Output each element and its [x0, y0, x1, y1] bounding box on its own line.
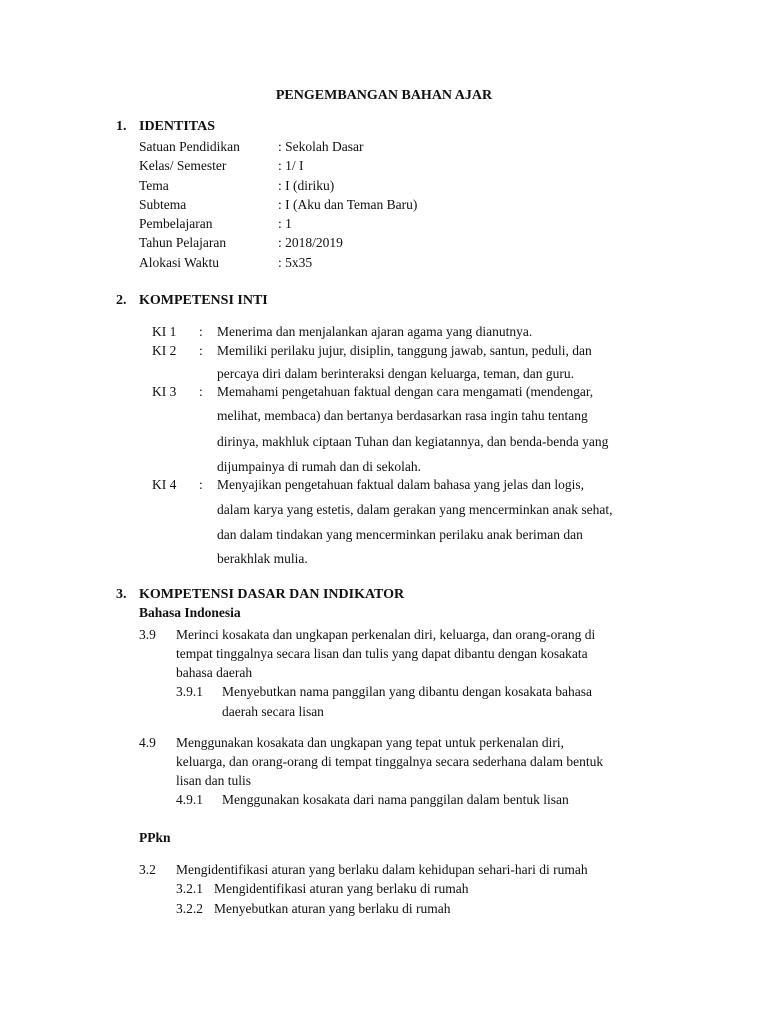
ki-text: berakhlak mulia.	[217, 551, 308, 566]
indicator-text: daerah secara lisan	[222, 704, 324, 719]
identitas-value: : 1/ I	[278, 158, 304, 173]
identitas-label: Tahun Pelajaran	[139, 235, 227, 250]
kd-text: Menggunakan kosakata dan ungkapan yang tepat untuk perkenalan diri,	[176, 735, 564, 750]
kd-text: Mengidentifikasi aturan yang berlaku dalam kehidupan sehari-hari di rumah	[176, 862, 588, 877]
page-title: PENGEMBANGAN BAHAN AJAR	[275, 88, 493, 103]
ki-text: melihat, membaca) dan bertanya berdasarkan rasa ingin tahu tentang	[217, 408, 588, 423]
ki-text: dirinya, makhluk ciptaan Tuhan dan kegiatannya, dan benda-benda yang	[217, 434, 609, 449]
kd-text: lisan dan tulis	[176, 773, 251, 788]
ki-code: KI 3	[152, 384, 177, 399]
kd-text: bahasa daerah	[176, 665, 253, 680]
ki-text: dan dalam tindakan yang mencerminkan perilaku anak beriman dan	[217, 527, 583, 542]
kd-text: Merinci kosakata dan ungkapan perkenalan diri, keluarga, dan orang-orang di	[176, 627, 596, 642]
indicator-code: 4.9.1	[176, 792, 203, 807]
identitas-label: Alokasi Waktu	[139, 255, 220, 270]
indicator-text: Menyebutkan nama panggilan yang dibantu dengan kosakata bahasa	[222, 684, 593, 699]
subject-ppkn: PPkn	[139, 830, 171, 845]
kd-code: 3.9	[139, 627, 156, 642]
identitas-label: Satuan Pendidikan	[139, 139, 240, 154]
identitas-value: : I (Aku dan Teman Baru)	[278, 197, 418, 212]
kd-code: 4.9	[139, 735, 156, 750]
indicator-text: Menggunakan kosakata dari nama panggilan dalam bentuk lisan	[222, 792, 569, 807]
section-title: IDENTITAS	[139, 119, 215, 134]
ki-code: KI 4	[152, 477, 177, 492]
ki-text: Menyajikan pengetahuan faktual dalam bahasa yang jelas dan logis,	[217, 477, 584, 492]
identitas-label: Pembelajaran	[139, 216, 213, 231]
ki-code: KI 1	[152, 324, 177, 339]
kd-code: 3.2	[139, 862, 156, 877]
identitas-label: Tema	[139, 178, 169, 193]
ki-text: dalam karya yang estetis, dalam gerakan yang mencerminkan anak sehat,	[217, 502, 613, 517]
identitas-value: : 5x35	[278, 255, 313, 270]
indicator-code: 3.2.1	[176, 881, 203, 896]
ki-colon: :	[199, 324, 203, 339]
section-number: 2.	[116, 293, 127, 308]
ki-text: percaya diri dalam berinteraksi dengan keluarga, teman, dan guru.	[217, 366, 574, 381]
indicator-text: Mengidentifikasi aturan yang berlaku di rumah	[214, 881, 469, 896]
subject-bahasa-indonesia: Bahasa Indonesia	[139, 605, 241, 620]
identitas-value: : 1	[278, 216, 292, 231]
section-title: KOMPETENSI DASAR DAN INDIKATOR	[139, 587, 405, 602]
identitas-value: : Sekolah Dasar	[278, 139, 364, 154]
kd-text: tempat tinggalnya secara lisan dan tulis yang dapat dibantu dengan kosakata	[176, 646, 588, 661]
identitas-label: Kelas/ Semester	[139, 158, 227, 173]
ki-colon: :	[199, 343, 203, 358]
ki-colon: :	[199, 477, 203, 492]
identitas-value: : 2018/2019	[278, 235, 343, 250]
indicator-code: 3.9.1	[176, 684, 203, 699]
ki-text: Memiliki perilaku jujur, disiplin, tanggung jawab, santun, peduli, dan	[217, 343, 592, 358]
indicator-code: 3.2.2	[176, 901, 203, 916]
ki-colon: :	[199, 384, 203, 399]
ki-text: Memahami pengetahuan faktual dengan cara mengamati (mendengar,	[217, 384, 594, 399]
ki-code: KI 2	[152, 343, 177, 358]
ki-text: dijumpainya di rumah dan di sekolah.	[217, 459, 421, 474]
kd-text: keluarga, dan orang-orang di tempat tinggalnya secara sederhana dalam bentuk	[176, 754, 604, 769]
indicator-text: Menyebutkan aturan yang berlaku di rumah	[214, 901, 451, 916]
section-number: 3.	[116, 587, 127, 602]
section-number: 1.	[116, 119, 127, 134]
identitas-value: : I (diriku)	[278, 178, 335, 193]
section-title: KOMPETENSI INTI	[139, 293, 268, 308]
identitas-label: Subtema	[139, 197, 187, 212]
ki-text: Menerima dan menjalankan ajaran agama yang dianutnya.	[217, 324, 533, 339]
